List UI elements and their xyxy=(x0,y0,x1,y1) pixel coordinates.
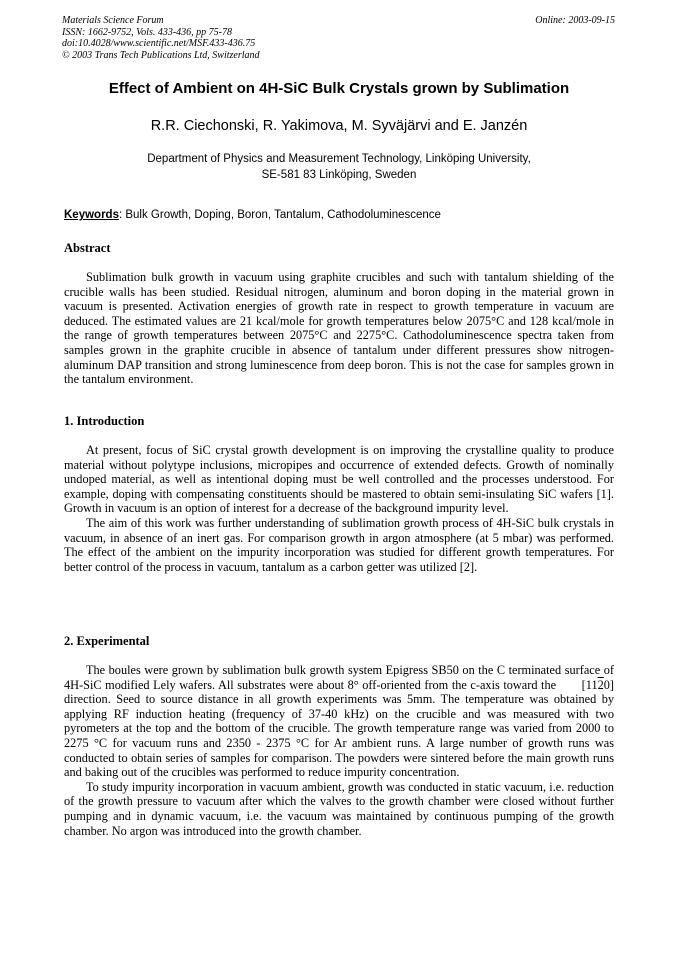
experimental-paragraph-2: To study impurity incorporation in vacuum ambient, growth was conducted in static vacuum, i.e. reduction of the growth pressure to vacuum after which the valves to the growth chamber were closed without further pumping and in dynamic vacuum, i.e. the vacuum was maintained by continuous pumping of the growth chamber. No argon was introduced into the growth chamber. xyxy=(64,779,614,838)
introduction-paragraph-2: The aim of this work was further understanding of sublimation growth process of 4H-SiC bulk crystals in vacuum, in absence of an inert gas. For comparison growth in argon atmosphere (at 5 mbar) was performed. The effect of the ambient on the impurity incorporation was studied for different growth temperatures. For better control of the process in vacuum, tantalum as a carbon getter was utilized [2]. xyxy=(64,515,614,574)
miller-open: [11 xyxy=(581,677,598,692)
doi: doi:10.4028/www.scientific.net/MSF.433-436.75 xyxy=(62,38,256,49)
experimental-p1-start: The boules were grown by sublimation bulk growth system Epigress SB50 on the C terminated surface of 4H-SiC modified Lely wafers. All substrates were about 8° off-oriented from the c-axis toward the xyxy=(64,663,614,692)
miller-bar-digit: 2 xyxy=(597,677,604,692)
online-date: Online: 2003-09-15 xyxy=(535,15,615,26)
abstract-section xyxy=(64,241,614,387)
affiliation-line1: Department of Physics and Measurement Technology, Linköping University, xyxy=(147,153,531,165)
experimental-paragraph-1 xyxy=(64,663,614,780)
keywords-text: : Bulk Growth, Doping, Boron, Tantalum, Cathodoluminescence xyxy=(118,209,441,221)
authors: R.R. Ciechonski, R. Yakimova, M. Syväjärvi and E. Janzén xyxy=(150,118,528,134)
copyright: © 2003 Trans Tech Publications Ltd, Switzerland xyxy=(62,49,260,61)
journal-header xyxy=(62,15,615,61)
introduction-paragraph-1: At present, focus of SiC crystal growth development is on improving the crystalline quality to produce material without polytype inclusions, micropipes and occurrence of extended defects. Growth of nominally undoped material, as well as intentional doping must be well controlled and the processes understood. For example, doping with compensating constituents should be mastered to obtain semi-insulating SiC wafers [1]. Growth in vacuum is an option of interest for a decrease of the background impurity level. xyxy=(64,443,614,516)
experimental-section xyxy=(64,634,614,838)
affiliation xyxy=(0,151,678,183)
issn: ISSN: 1662-9752, Vols. 433-436, pp 75-78 xyxy=(62,26,232,38)
header-left xyxy=(62,15,615,61)
experimental-heading: 2. Experimental xyxy=(64,634,150,648)
paper-title: Effect of Ambient on 4H-SiC Bulk Crystals grown by Sublimation xyxy=(108,80,570,97)
affiliation-line2: SE-581 83 Linköping, Sweden xyxy=(261,169,417,181)
introduction-heading: 1. Introduction xyxy=(64,414,145,428)
introduction-section xyxy=(64,414,614,574)
miller-index xyxy=(560,678,614,693)
abstract-paragraph: Sublimation bulk growth in vacuum using graphite crucibles and such with tantalum shielding of the crucible walls has been studied. Residual nitrogen, aluminum and boron doping in the material grown in vacuum is presented. Activation energies of growth rate in respect to growth temperature in vacuum are deduced. The estimated values are 21 kcal/mole for growth temperatures below 2075°C and 128 kcal/mole in the range of growth temperatures between 2075°C and 2275°C. Cathodoluminescence spectra taken from samples grown in the graphite crucible in absence of tantalum under different pressures show nitrogen-aluminum DAP transition and strong luminescence from deep boron. This is not the case for samples grown in the tantalum environment. xyxy=(64,270,614,387)
abstract-heading: Abstract xyxy=(64,241,111,255)
keywords xyxy=(64,209,616,221)
journal-name: Materials Science Forum xyxy=(62,15,164,26)
keywords-label: Keywords xyxy=(64,209,119,221)
miller-close: 0] xyxy=(603,677,614,692)
experimental-p1-end: direction. Seed to source distance in all growth experiments was 5mm. The temperature was obtained by applying RF induction heating (frequency of 37-40 kHz) on the crucible and was measured with two pyrometers at the top and the bottom of the crucible. The growth temperature range was varied from 2000 to 2275 °C for vacuum runs and 2350 - 2375 °C for Ar ambient runs. A large number of growth runs was conducted to obtain series of samples for comparison. The powders were sintered before the main growth runs and baking out of the crucibles was performed to reduce impurity concentration. xyxy=(64,692,614,780)
